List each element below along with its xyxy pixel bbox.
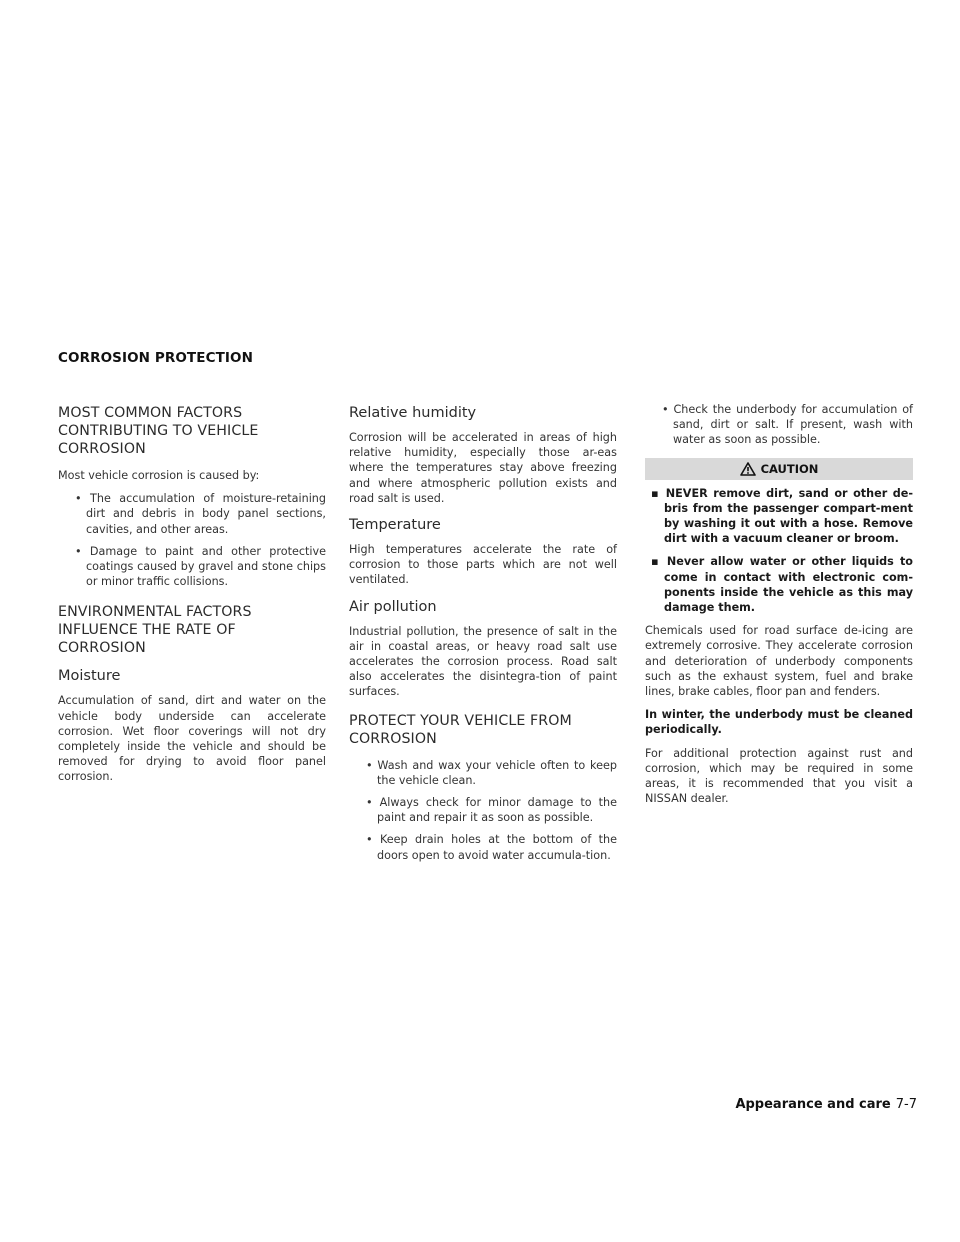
protect-list (349, 758, 617, 863)
underbody-list (645, 402, 913, 448)
caution-item: ▪ Never allow water or other liquids to come in contact with electronic com-ponents inside the vehicle as this may damage them. (651, 555, 913, 615)
air-pollution-paragraph: Industrial pollution, the presence of salt in the air in coastal areas, or heavy road salt use accelerates the corrosion process. Road salt also accelerates the disintegra-tion of paint surfaces. (349, 624, 617, 699)
column-3 (645, 402, 913, 814)
heading-relative-humidity: Relative humidity (349, 405, 477, 421)
caution-list (645, 486, 913, 616)
warning-triangle-icon (740, 462, 756, 476)
humidity-paragraph: Corrosion will be accelerated in areas of high relative humidity, especially those ar-eas where the temperatures stay above freezing and where atmospheric pollution exists and road salt is used. (349, 431, 617, 505)
additional-protection-paragraph: For additional protection against rust and corrosion, which may be required in some areas, it is recommended that you visit a NISSAN dealer. (645, 746, 913, 806)
intro-paragraph: Most vehicle corrosion is caused by: (58, 469, 260, 482)
page-footer (735, 1097, 917, 1112)
heading-moisture: Moisture (58, 668, 121, 685)
heading-temperature: Temperature (349, 517, 441, 534)
caution-label: CAUTION (760, 461, 819, 476)
heading-environmental-factors: ENVIRONMENTAL FACTORS INFLUENCE THE RATE OF CORROSION (58, 604, 252, 657)
column-1 (58, 404, 326, 793)
heading-protect-vehicle: PROTECT YOUR VEHICLE FROM CORROSION (349, 712, 572, 747)
causes-list (58, 491, 326, 589)
list-item: • Keep drain holes at the bottom of the doors open to avoid water accumula-tion. (366, 833, 617, 862)
list-item: • Wash and wax your vehicle often to keep the vehicle clean. (366, 758, 617, 787)
chapter-title: Appearance and care (735, 1097, 891, 1112)
list-item: • Always check for minor damage to the paint and repair it as soon as possible. (366, 796, 617, 825)
moisture-paragraph: Accumulation of sand, dirt and water on the vehicle body underside can accelerate corrosion. Wet floor coverings will not dry completely inside the vehicle and should be removed for drying to avoid floor panel corrosion. (58, 694, 326, 784)
heading-common-factors: MOST COMMON FACTORS CONTRIBUTING TO VEHICLE CORROSION (58, 405, 259, 457)
section-title: CORROSION PROTECTION (58, 350, 253, 366)
list-item: • Check the underbody for accumulation of sand, dirt or salt. If present, wash with water as soon as possible. (662, 403, 913, 447)
list-item: • Damage to paint and other protective coatings caused by gravel and stone chips or minor traffic collisions. (75, 544, 326, 589)
caution-banner (645, 458, 913, 480)
heading-air-pollution: Air pollution (349, 598, 437, 615)
caution-item: ▪ NEVER remove dirt, sand or other de-bris from the passenger compart-ment by washing it out with a hose. Remove dirt with a vacuum cleaner or broom. (651, 486, 913, 546)
page-number: 7-7 (895, 1097, 917, 1112)
winter-paragraph: In winter, the underbody must be cleaned periodically. (645, 708, 913, 737)
column-2 (349, 404, 617, 871)
list-item: • The accumulation of moisture-retaining dirt and debris in body panel sections, cavities, and other areas. (75, 492, 326, 536)
temperature-paragraph: High temperatures accelerate the rate of corrosion to those parts which are not well ventilated. (349, 543, 617, 587)
chemicals-paragraph: Chemicals used for road surface de-icing are extremely corrosive. They accelerate corrosion and deterioration of underbody components such as the exhaust system, fuel and brake lines, brake cables, floor pan and fenders. (645, 624, 913, 699)
